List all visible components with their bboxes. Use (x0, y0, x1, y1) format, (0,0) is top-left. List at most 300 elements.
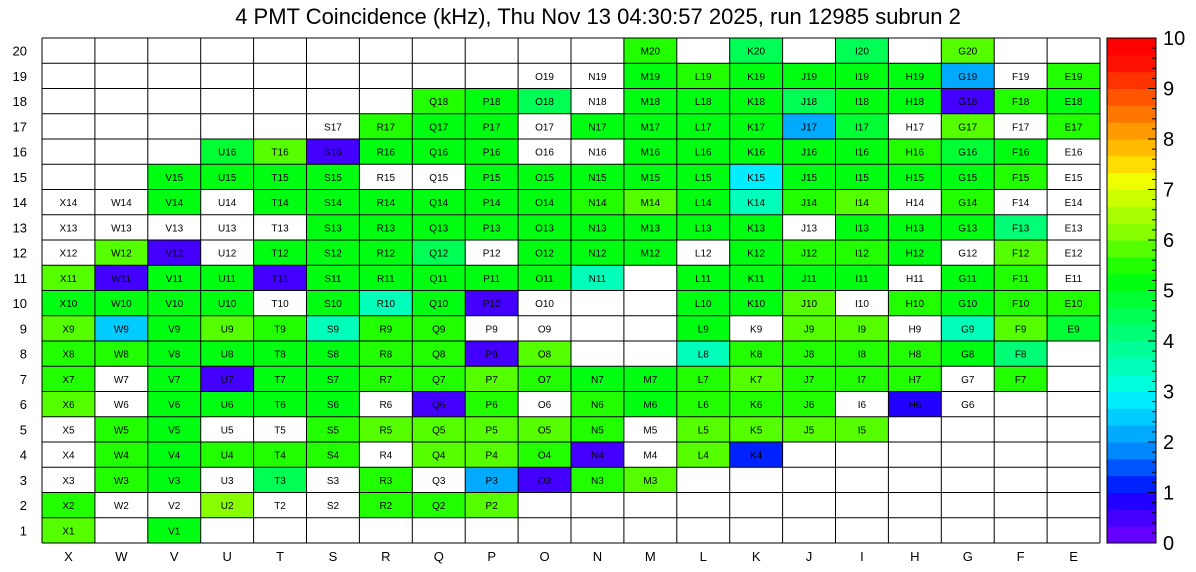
cell-label: M16 (640, 147, 661, 159)
colorbar-band (1107, 358, 1156, 375)
cell-label: R13 (376, 223, 396, 235)
cell-label: X5 (62, 425, 75, 437)
y-tick-label: 3 (19, 472, 27, 488)
cell-label: V13 (165, 223, 184, 235)
y-tick-label: 15 (12, 169, 27, 185)
colorbar-band (1107, 55, 1156, 72)
cell-label: W8 (113, 349, 129, 361)
cell-label: V7 (168, 374, 181, 386)
cell-label: Q4 (432, 450, 446, 462)
cell-label: T15 (271, 172, 289, 184)
cell-label: R6 (379, 400, 393, 412)
colorbar-band (1107, 493, 1156, 510)
cell-label: X4 (62, 450, 75, 462)
cell-label: P16 (482, 147, 501, 159)
cell-label: R5 (379, 425, 393, 437)
grid-lines (42, 38, 1100, 543)
cell-label: S7 (326, 374, 340, 386)
colorbar-band (1107, 122, 1156, 139)
cell-label: O4 (537, 450, 552, 462)
cell-label: X13 (59, 223, 78, 235)
colorbar-tick-label: 2 (1163, 432, 1175, 454)
cell-label: R15 (376, 172, 396, 184)
cell-label: W9 (113, 324, 129, 336)
cell-label: N18 (588, 97, 607, 109)
y-tick-label: 6 (19, 397, 27, 413)
colorbar-band (1107, 105, 1156, 122)
colorbar-band (1107, 223, 1156, 240)
cell-label: E17 (1064, 122, 1083, 134)
cell-label: O11 (535, 273, 554, 285)
cell-label: K17 (747, 122, 766, 134)
cell-label: L10 (694, 299, 712, 311)
cell-label: Q11 (429, 273, 448, 285)
cell-label: Q13 (429, 223, 449, 235)
cell-label: I7 (857, 374, 867, 386)
cell-label: J16 (800, 147, 818, 159)
colorbar-band (1107, 240, 1156, 257)
cell-label: V10 (165, 299, 184, 311)
cell-label: Q10 (429, 299, 449, 311)
cell-label: Q12 (429, 248, 449, 260)
cell-label: G11 (958, 273, 977, 285)
cell-label: U9 (220, 324, 234, 336)
cell-label: G19 (958, 71, 978, 83)
cell-label: S3 (326, 475, 340, 487)
colorbar-tick-label: 5 (1163, 280, 1175, 303)
cell-label: I12 (854, 248, 869, 260)
cell-label: M20 (640, 46, 661, 58)
colorbar-band (1107, 408, 1156, 425)
cell-label: N7 (591, 374, 604, 386)
cell-label: I17 (854, 122, 869, 134)
cell-label: W7 (113, 374, 129, 386)
cell-label: J19 (800, 71, 818, 83)
cell-label: W14 (111, 198, 132, 210)
cell-label: K20 (747, 46, 766, 58)
cell-label: E11 (1065, 273, 1083, 285)
cell-label: L14 (694, 198, 712, 210)
cell-label: I13 (854, 223, 869, 235)
cell-label: S13 (324, 223, 342, 235)
cell-label: K15 (747, 172, 766, 184)
cell-label: T6 (274, 400, 286, 412)
cell-label: M5 (643, 425, 658, 437)
cell-label: O7 (537, 374, 552, 386)
colorbar-band (1107, 173, 1156, 190)
y-tick-label: 13 (12, 220, 27, 236)
cell-label: G15 (958, 172, 978, 184)
cell-label: I11 (855, 273, 869, 285)
cell-label: T5 (274, 425, 286, 437)
cell-label: X1 (62, 526, 75, 538)
cell-label: M13 (640, 223, 661, 235)
cell-label: E15 (1064, 172, 1083, 184)
x-tick-label: V (169, 549, 179, 564)
cell-label: F8 (1014, 349, 1027, 361)
cell-label: S2 (326, 501, 340, 513)
cell-label: R9 (379, 324, 393, 336)
cell-label: I18 (854, 97, 869, 109)
cell-label: I5 (857, 425, 867, 437)
colorbar-tick-label: 1 (1163, 482, 1175, 505)
colorbar-band (1107, 375, 1156, 392)
cell-label: K5 (750, 425, 763, 437)
cell-label: I6 (857, 400, 867, 412)
cell-label: V12 (165, 248, 184, 260)
y-tick-label: 17 (12, 119, 27, 135)
cell-label: Q14 (429, 198, 449, 210)
cell-label: W12 (111, 248, 132, 260)
cell-label: J5 (803, 425, 815, 437)
cell-label: N3 (591, 475, 604, 487)
cell-label: G13 (958, 223, 978, 235)
colorbar-band (1107, 190, 1156, 207)
y-tick-label: 5 (19, 422, 27, 438)
cell-label: P2 (485, 501, 498, 513)
colorbar-band (1107, 139, 1156, 156)
y-tick-label: 19 (12, 68, 27, 84)
cell-label: V15 (165, 172, 184, 184)
x-tick-label: Q (433, 549, 444, 564)
cell-label: P17 (482, 122, 501, 134)
colorbar-band (1107, 425, 1156, 442)
cell-label: R8 (379, 349, 393, 361)
cell-label: S6 (326, 400, 340, 412)
cell-label: O6 (537, 400, 552, 412)
cell-label: M4 (643, 450, 658, 462)
cell-label: O9 (537, 324, 552, 336)
cell-label: N19 (588, 71, 607, 83)
cell-label: H14 (905, 198, 925, 210)
cell-label: G17 (958, 122, 978, 134)
cell-label: L9 (697, 324, 709, 336)
y-tick-label: 11 (13, 270, 27, 286)
cell-label: M12 (640, 248, 661, 260)
cell-label: P8 (485, 349, 498, 361)
cell-label: V5 (168, 425, 181, 437)
cell-label: Q15 (429, 172, 449, 184)
cell-label: T3 (274, 475, 286, 487)
cell-label: U10 (217, 299, 237, 311)
cell-label: H13 (905, 223, 925, 235)
cell-label: F14 (1012, 198, 1030, 210)
cell-label: R2 (379, 501, 393, 513)
cell-label: R10 (376, 299, 396, 311)
cell-label: F9 (1014, 324, 1027, 336)
colorbar-band (1107, 324, 1156, 341)
cell-label: S14 (324, 198, 342, 210)
cell-label: J11 (801, 273, 817, 285)
cell-label: M17 (640, 122, 661, 134)
cell-label: O15 (535, 172, 555, 184)
cell-label: S4 (326, 450, 340, 462)
cell-label: T14 (271, 198, 289, 210)
cell-label: F19 (1012, 71, 1030, 83)
cell-label: P4 (485, 450, 498, 462)
cell-label: V9 (168, 324, 181, 336)
cell-label: G14 (958, 198, 978, 210)
colorbar-band (1107, 89, 1156, 106)
cell-label: Q17 (429, 122, 449, 134)
cell-label: J6 (803, 400, 815, 412)
cell-label: J7 (803, 374, 815, 386)
cell-label: X6 (62, 400, 75, 412)
y-tick-label: 4 (19, 447, 27, 463)
cell-label: N13 (588, 223, 607, 235)
cell-label: K8 (750, 349, 763, 361)
cell-label: S9 (326, 324, 340, 336)
cell-label: P18 (482, 97, 501, 109)
colorbar-tick-label: 9 (1163, 78, 1175, 101)
cell-label: R3 (379, 475, 393, 487)
cell-label: J10 (800, 299, 818, 311)
cell-label: H8 (908, 349, 922, 361)
cell-label: Q2 (432, 501, 446, 513)
cell-label: G20 (958, 46, 978, 58)
cell-label: O19 (535, 71, 555, 83)
cell-label: K4 (750, 450, 763, 462)
cell-label: U4 (220, 450, 234, 462)
colorbar-band (1107, 257, 1156, 274)
cell-label: X7 (62, 374, 75, 386)
cell-label: M19 (640, 71, 661, 83)
cell-label: R12 (376, 248, 396, 260)
cell-label: K12 (747, 248, 766, 260)
cell-label: I20 (854, 46, 869, 58)
colorbar-band (1107, 274, 1156, 291)
colorbar-band (1107, 392, 1156, 409)
x-tick-label: T (276, 549, 285, 564)
cell-label: J17 (800, 122, 818, 134)
cell-label: U15 (217, 172, 237, 184)
cell-label: I15 (854, 172, 869, 184)
cell-label: T9 (274, 324, 286, 336)
cell-label: N12 (588, 248, 607, 260)
chart-title: 4 PMT Coincidence (kHz), Thu Nov 13 04:30:57 2025, run 12985 subrun 2 (235, 4, 961, 29)
colorbar (1107, 28, 1185, 555)
colorbar-band (1107, 291, 1156, 308)
cell-label: P7 (485, 374, 498, 386)
cell-label: L19 (694, 71, 712, 83)
cell-label: J14 (800, 198, 818, 210)
cell-label: M7 (643, 374, 658, 386)
cell-label: G9 (961, 324, 975, 336)
cell-label: O8 (537, 349, 552, 361)
cell-label: P5 (485, 425, 498, 437)
x-tick-label: G (962, 549, 973, 564)
colorbar-tick-label: 10 (1163, 28, 1186, 50)
cell-label: Q3 (432, 475, 446, 487)
cell-label: F13 (1012, 223, 1030, 235)
cell-label: H12 (905, 248, 925, 260)
cell-label: S10 (324, 299, 342, 311)
y-tick-label: 12 (12, 245, 27, 261)
x-tick-label: K (751, 549, 761, 564)
cell-label: T2 (274, 501, 286, 513)
cell-label: Q9 (432, 324, 446, 336)
cell-label: E12 (1064, 248, 1083, 260)
cell-label: L16 (694, 147, 712, 159)
cell-label: N16 (588, 147, 607, 159)
cell-label: Q6 (432, 400, 446, 412)
cell-label: L15 (694, 172, 712, 184)
cell-label: U14 (217, 198, 237, 210)
x-tick-label: E (1069, 549, 1078, 564)
cell-label: J9 (803, 324, 815, 336)
cell-label: K16 (747, 147, 766, 159)
cell-label: K11 (747, 273, 765, 285)
cell-label: O13 (535, 223, 555, 235)
cell-label: U11 (218, 273, 236, 285)
cell-label: P3 (485, 475, 498, 487)
cell-label: E16 (1064, 147, 1083, 159)
cell-label: F16 (1012, 147, 1030, 159)
cell-label: W2 (113, 501, 129, 513)
colorbar-band (1107, 307, 1156, 324)
cell-label: I16 (854, 147, 869, 159)
colorbar-tick-label: 6 (1163, 230, 1175, 252)
cell-label: X12 (59, 248, 78, 260)
cell-label: R14 (376, 198, 396, 210)
cell-label: R7 (379, 374, 393, 386)
cell-label: K7 (750, 374, 763, 386)
cell-label: Q8 (432, 349, 446, 361)
cell-label: N4 (591, 450, 604, 462)
cell-label: U3 (220, 475, 234, 487)
cell-label: N6 (591, 400, 604, 412)
cell-label: X3 (62, 475, 75, 487)
cell-label: E18 (1064, 97, 1083, 109)
cell-label: I8 (857, 349, 867, 361)
cell-label: K10 (747, 299, 766, 311)
cell-label: S15 (324, 172, 342, 184)
cell-label: P9 (485, 324, 498, 336)
cell-label: E14 (1064, 198, 1083, 210)
x-tick-label: W (115, 549, 128, 564)
y-tick-label: 9 (19, 321, 27, 337)
cell-label: N15 (588, 172, 607, 184)
cell-label: R16 (376, 147, 396, 159)
cell-label: F17 (1012, 122, 1030, 134)
cell-label: M14 (640, 198, 661, 210)
colorbar-tick-label: 8 (1163, 129, 1175, 151)
cell-label: K14 (747, 198, 766, 210)
cell-label: L11 (695, 273, 712, 285)
cell-label: L8 (697, 349, 709, 361)
cell-label: J12 (800, 248, 818, 260)
cell-label: X14 (59, 198, 78, 210)
cell-label: W4 (113, 450, 129, 462)
cell-label: U7 (220, 374, 234, 386)
x-tick-label: I (860, 549, 864, 564)
cell-label: U8 (220, 349, 234, 361)
cell-label: L13 (694, 223, 712, 235)
cell-label: T7 (274, 374, 286, 386)
y-tick-label: 18 (12, 94, 27, 110)
cell-label: H18 (905, 97, 925, 109)
cell-label: T11 (271, 273, 289, 285)
cell-label: R4 (379, 450, 393, 462)
cell-label: M3 (643, 475, 658, 487)
colorbar-tick-label: 4 (1163, 331, 1175, 353)
colorbar-band (1107, 509, 1156, 526)
cell-label: X10 (59, 299, 78, 311)
cell-label: M6 (643, 400, 658, 412)
cell-label: V3 (168, 475, 181, 487)
y-tick-label: 14 (12, 195, 27, 211)
cell-label: Q16 (429, 147, 449, 159)
cell-label: P10 (482, 299, 501, 311)
x-tick-label: O (539, 549, 550, 564)
cell-label: J15 (800, 172, 818, 184)
cell-label: V11 (165, 273, 183, 285)
cell-label: O3 (537, 475, 552, 487)
y-tick-label: 20 (12, 43, 27, 59)
colorbar-tick-label: 3 (1163, 381, 1175, 404)
cell-label: O5 (537, 425, 552, 437)
cell-label: P13 (482, 223, 501, 235)
cell-label: E19 (1064, 71, 1083, 83)
cell-label: O18 (535, 97, 555, 109)
cell-label: L4 (697, 450, 709, 462)
y-tick-label: 8 (19, 346, 27, 362)
colorbar-band (1107, 341, 1156, 358)
cell-label: G6 (961, 400, 975, 412)
cell-label: S5 (326, 425, 340, 437)
cell-label: F15 (1012, 172, 1030, 184)
cell-label: F12 (1012, 248, 1030, 260)
cell-label: X2 (62, 501, 75, 513)
cell-label: N11 (588, 273, 607, 285)
colorbar-band (1107, 72, 1156, 89)
cell-label: K6 (750, 400, 763, 412)
colorbar-band (1107, 38, 1156, 55)
cell-label: K9 (750, 324, 763, 336)
cell-label: H16 (905, 147, 925, 159)
cell-label: S8 (326, 349, 340, 361)
cell-label: F7 (1014, 374, 1027, 386)
cell-label: J8 (803, 349, 815, 361)
cell-label: U13 (217, 223, 237, 235)
cell-label: O16 (535, 147, 555, 159)
y-tick-label: 7 (19, 371, 27, 387)
x-tick-label: S (328, 549, 338, 564)
x-tick-label: X (64, 549, 73, 564)
cell-label: W5 (113, 425, 129, 437)
cell-label: M15 (640, 172, 661, 184)
cell-label: P15 (482, 172, 501, 184)
cell-label: H17 (905, 122, 925, 134)
cell-label: E13 (1064, 223, 1083, 235)
cell-label: F11 (1012, 273, 1029, 285)
y-tick-label: 2 (19, 498, 27, 514)
cell-label: O17 (535, 122, 555, 134)
cell-label: F18 (1012, 97, 1030, 109)
cell-label: U12 (217, 248, 237, 260)
x-tick-label: H (910, 549, 920, 564)
cell-label: Q7 (432, 374, 446, 386)
colorbar-band (1107, 476, 1156, 493)
cell-label: H11 (906, 273, 924, 285)
cell-label: S17 (324, 122, 342, 134)
cell-label: V14 (165, 198, 184, 210)
cell-label: L12 (694, 248, 712, 260)
cell-label: L18 (694, 97, 712, 109)
cell-label: G10 (958, 299, 978, 311)
cell-label: W11 (111, 273, 132, 285)
cell-label: X9 (62, 324, 75, 336)
